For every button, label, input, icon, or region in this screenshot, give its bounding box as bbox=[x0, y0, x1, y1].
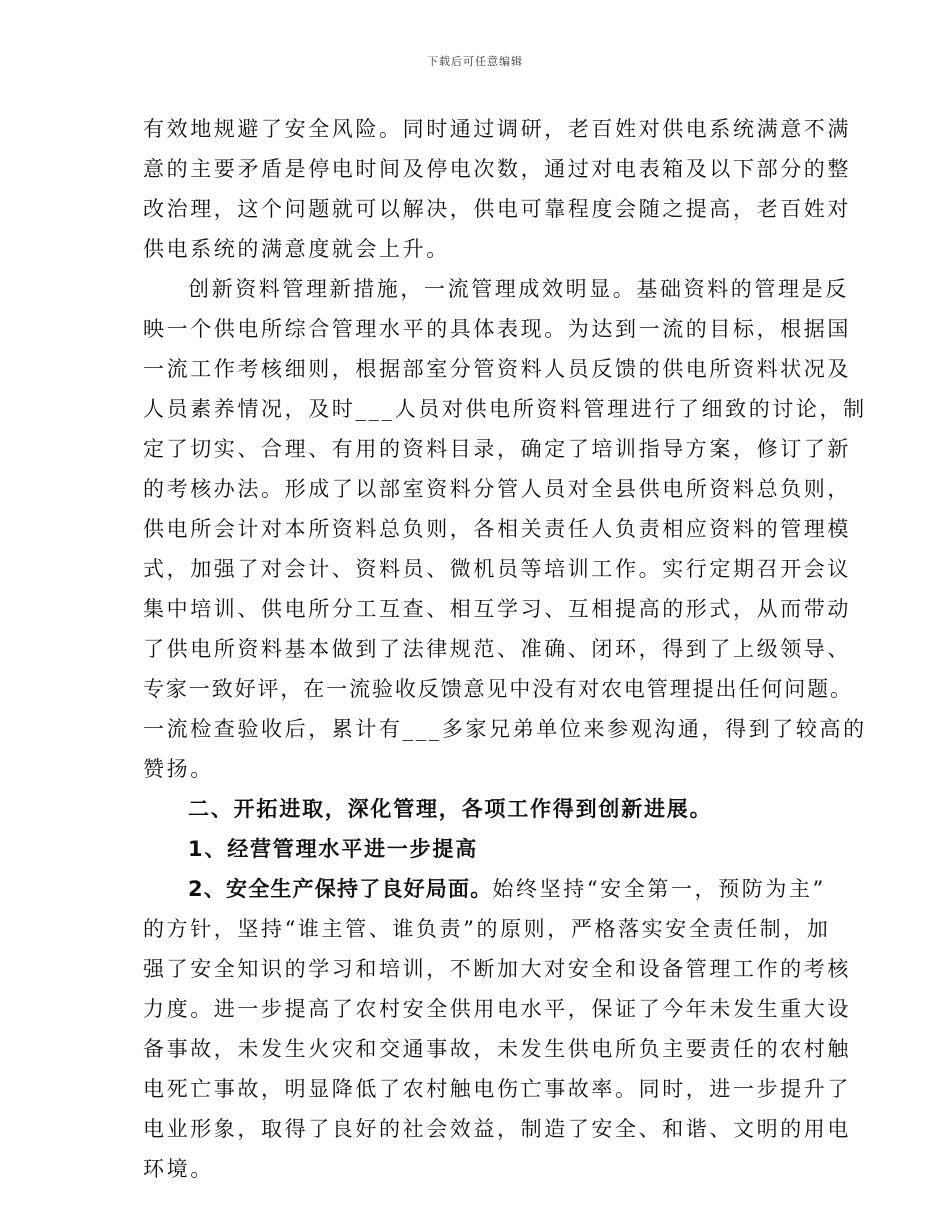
paragraph-line bbox=[188, 874, 826, 904]
paragraph-line: 创新资料管理新措施，一流管理成效明显。基础资料的管理是反 bbox=[188, 277, 849, 301]
paragraph-line: 强了安全知识的学习和培训，不断加大对安全和设备管理工作的考核 bbox=[143, 957, 851, 981]
paragraph-line: 的考核办法。形成了以部室资料分管人员对全县供电所资料总负则， bbox=[143, 477, 851, 501]
paragraph-line: 一流检查验收后，累计有___多家兄弟单位来参观沟通，得到了较高的 bbox=[143, 717, 867, 741]
paragraph-line: 力度。进一步提高了农村安全供用电水平，保证了今年未发生重大设 bbox=[143, 997, 851, 1021]
paragraph-line: 集中培训、供电所分工互查、相互学习、互相提高的形式，从而带动 bbox=[143, 597, 851, 621]
paragraph-line: 人员素养情况，及时___人员对供电所资料管理进行了细致的讨论，制 bbox=[143, 397, 867, 421]
paragraph-line: 式，加强了对会计、资料员、微机员等培训工作。实行定期召开会议 bbox=[143, 557, 851, 581]
paragraph-line: 电业形象，取得了良好的社会效益，制造了安全、和谐、文明的用电 bbox=[143, 1117, 851, 1141]
paragraph-line: 电死亡事故，明显降低了农村触电伤亡事故率。同时，进一步提升了 bbox=[143, 1077, 851, 1101]
paragraph-line: 专家一致好评，在一流验收反馈意见中没有对农电管理提出任何问题。 bbox=[143, 677, 853, 701]
paragraph-line: 环境。 bbox=[143, 1157, 214, 1181]
paragraph-line: 了供电所资料基本做到了法律规范、准确、闭环，得到了上级领导、 bbox=[143, 637, 851, 661]
paragraph-line: 供电系统的满意度就会上升。 bbox=[143, 237, 450, 261]
section-heading: 二、开拓进取，深化管理，各项工作得到创新进展。 bbox=[188, 797, 713, 821]
page-header: 下载后可任意编辑 bbox=[427, 55, 523, 68]
paragraph-line: 有效地规避了安全风险。同时通过调研，老百姓对供电系统满意不满 bbox=[143, 117, 851, 141]
paragraph-line: 赞扬。 bbox=[143, 757, 214, 781]
paragraph-text: 始终坚持“安全第一，预防为主” bbox=[492, 877, 826, 901]
paragraph-line: 改治理，这个问题就可以解决，供电可靠程度会随之提高，老百姓对 bbox=[143, 197, 851, 221]
paragraph-line: 的方针，坚持“谁主管、谁负责”的原则，严格落实安全责任制，加 bbox=[143, 917, 831, 941]
paragraph-line: 意的主要矛盾是停电时间及停电次数，通过对电表箱及以下部分的整 bbox=[143, 157, 851, 181]
paragraph-line: 供电所会计对本所资料总负则，各相关责任人负责相应资料的管理模 bbox=[143, 517, 851, 541]
paragraph-line: 一流工作考核细则，根据部室分管资料人员反馈的供电所资料状况及 bbox=[143, 357, 851, 381]
paragraph-line: 定了切实、合理、有用的资料目录，确定了培训指导方案，修订了新 bbox=[143, 437, 851, 461]
subsection-heading: 2、安全生产保持了良好局面。 bbox=[188, 877, 493, 901]
paragraph-line: 映一个供电所综合管理水平的具体表现。为达到一流的目标，根据国 bbox=[143, 317, 851, 341]
subsection-heading: 1、经营管理水平进一步提高 bbox=[188, 837, 479, 861]
paragraph-line: 备事故，未发生火灾和交通事故，未发生供电所负主要责任的农村触 bbox=[143, 1037, 851, 1061]
